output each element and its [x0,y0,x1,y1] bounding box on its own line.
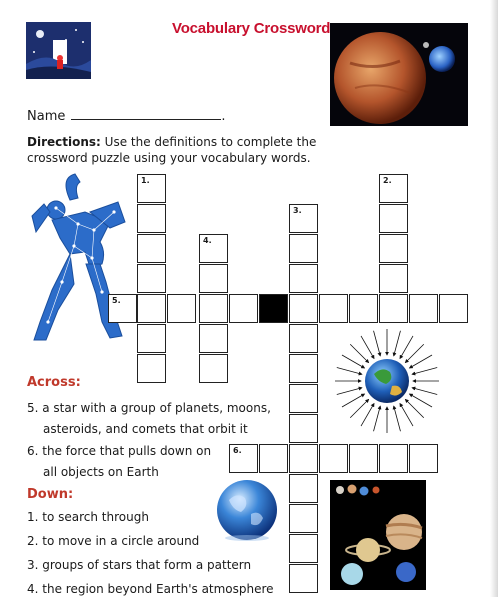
across-clue-5-line2: asteroids, and comets that orbit it [43,422,248,436]
crossword-cell[interactable] [289,204,318,233]
directions [27,134,327,166]
crossword-cell[interactable] [229,444,258,473]
crossword-cell[interactable] [289,384,318,413]
crossword-cell[interactable] [319,444,348,473]
solar-system-image [330,480,426,590]
crossword-cell[interactable] [229,294,258,323]
crossword-cell[interactable] [289,324,318,353]
crossword-cell[interactable] [199,354,228,383]
gravity-arrow [394,331,401,356]
crossword-cell[interactable] [137,324,166,353]
clue-number-6: 6. [233,446,242,455]
crossword-cell[interactable] [167,294,196,323]
gravity-arrow [374,406,381,431]
directions-label: Directions: [27,135,101,149]
crossword-cell[interactable] [289,534,318,563]
crossword-cell[interactable] [259,444,288,473]
crossword-cell[interactable] [379,174,408,203]
gravity-arrow [350,399,368,417]
gravity-arrow [394,406,401,431]
crossword-cell[interactable] [409,294,438,323]
mars-earth-image [330,23,468,126]
gravity-arrow [374,331,381,356]
gravity-arrow [342,355,365,368]
crossword-cell[interactable] [289,444,318,473]
name-row [27,108,226,124]
across-clue-5 [27,398,271,440]
crossword-cell[interactable] [289,564,318,593]
gravity-arrow [337,388,362,395]
down-clue-3: 3. groups of stars that form a pattern [27,558,252,572]
name-terminator: . [221,109,226,124]
crossword-cell[interactable] [289,474,318,503]
clue-number-2: 2. [383,176,392,185]
across-clue-6-line1: 6. the force that pulls down on [27,444,212,458]
gravity-arrow [350,344,368,362]
gravity-arrow [337,368,362,375]
gravity-arrow [361,336,374,359]
night-sky-logo [26,22,91,79]
crossword-cell[interactable] [137,174,166,203]
crossword-cell[interactable] [137,234,166,263]
crossword-cell[interactable] [349,294,378,323]
clue-number-1: 1. [141,176,150,185]
earth-globe-image [215,478,279,542]
crossword-cell[interactable] [289,414,318,443]
crossword-cell[interactable] [289,264,318,293]
crossword-cell[interactable] [199,294,228,323]
across-clue-6 [27,441,211,483]
down-heading: Down: [27,487,74,502]
gravity-arrow [400,336,413,359]
gravity-arrow [412,368,437,375]
gravity-arrow [410,355,433,368]
gravity-arrow [410,394,433,407]
gravity-arrow [412,388,437,395]
directions-text: Use the definitions to complete the crossword puzzle using your vocabulary words. [27,135,317,165]
gravity-arrow [361,404,374,427]
across-clue-5-line1: 5. a star with a group of planets, moons, [27,401,271,415]
down-clue-1: 1. to search through [27,510,149,524]
crossword-cell[interactable] [199,324,228,353]
gravity-arrow [405,344,423,362]
down-clue-2: 2. to move in a circle around [27,534,200,548]
crossword-cell-blocked [259,294,288,323]
crossword-cell[interactable] [319,294,348,323]
clue-number-3: 3. [293,206,302,215]
down-clue-4: 4. the region beyond Earth's atmosphere [27,582,274,596]
crossword-cell[interactable] [199,234,228,263]
crossword-cell[interactable] [289,234,318,263]
crossword-cell[interactable] [379,294,408,323]
across-heading: Across: [27,375,81,390]
gravity-earth-image [332,326,442,436]
worksheet-title: Vocabulary Crossword [172,20,331,37]
clue-number-5: 5. [112,296,121,305]
crossword-cell[interactable] [137,204,166,233]
crossword-cell[interactable] [379,264,408,293]
gravity-arrow [400,404,413,427]
crossword-cell[interactable] [199,264,228,293]
crossword-cell[interactable] [379,444,408,473]
crossword-cell[interactable] [289,294,318,323]
crossword-cell[interactable] [108,294,137,323]
crossword-cell[interactable] [379,204,408,233]
gravity-arrow [342,394,365,407]
name-field[interactable] [71,108,221,120]
crossword-cell[interactable] [289,504,318,533]
crossword-cell[interactable] [137,354,166,383]
crossword-cell[interactable] [409,444,438,473]
crossword-cell[interactable] [289,354,318,383]
crossword-cell[interactable] [439,294,468,323]
crossword-cell[interactable] [137,264,166,293]
crossword-cell[interactable] [379,234,408,263]
across-clue-6-line2: all objects on Earth [43,465,159,479]
crossword-cell[interactable] [349,444,378,473]
name-label: Name [27,109,66,124]
gravity-arrow [405,399,423,417]
clue-number-4: 4. [203,236,212,245]
page-edge [490,0,498,597]
crossword-cell[interactable] [137,294,166,323]
